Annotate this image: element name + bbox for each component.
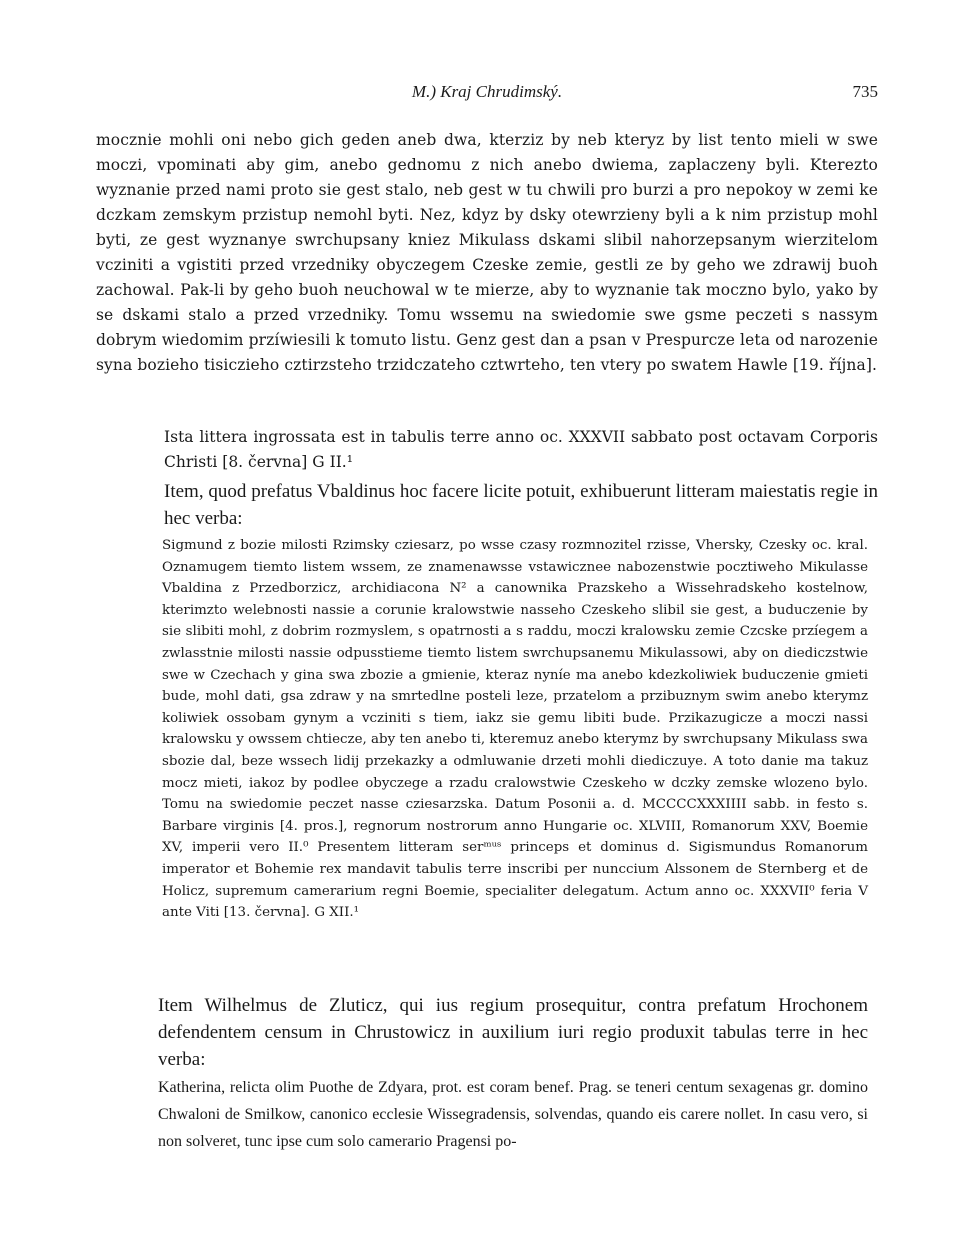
paragraph-text: Sigmund z bozie milosti Rzimsky cziesarz, po wsse czasy rozmnozitel rzisse, Vhersky, Czesky oc. kral. Oznamugem tiemto listem wssem, ze znamenawsse vstawicznee nabozenstwie pocztiweho Mikulasse Vbaldina z Przedborzicz, archidiacona N² a canownika Prazskeho a Wissehradskeho kostelnow, kterimzto welebnosti nassie a corunie kralowstwie nasseho Czeskeho slibil sie gest, a buduczenie by sie slibiti mohl, z dobrim rozmyslem, s opatrnosti a s raddu, moczi kralowsku zemie Czcske przíegem a zwlasstnie milosti nassie odpusstieme tiemto listem swrchupsanemu Mikulassowi, aby on diediczstwie swe w Czechach y gina swa zbozie a gmienie, kteraz nyníe ma anebo kdezkoliwiek buduczenie gmieti bude, mohl dati, gsa zdraw y na smrtedlne posteli leze, przatelom a przibuznym swim anebo kterymz koliwiek ossobam gynym a vcziniti s tiem, iakz sie gemu libiti bude. Przikazugicze a moczi nassi kralowsku y owssem chtiecze, aby ten anebo ti, kteremuz anebo kterymz by swrchupsany Mikulass swa sbozie dal, beze wssech lidij przekazky a odmluwanie drzeti mohli diediczuye. A toto danie ma takuz mocz mieti, iakoz by podlee obyczege a rzadu cralowstwie Czeskeho w dczky zemske wlozeno bylo. Tomu na swiedomie peczet nasse cziesarzska. Datum Posonii a. d. MCCCCXXXIIII sabb. in festo s. Barbare virginis [4. pros.], regnorum nostrorum anno Hungarie oc. XLVIII, Romanorum XXV, Boemie XV, imperii vero II.⁰ Presentem litteram serᵐᵘˢ princeps et dominus d. Sigismundus Romanorum imperator et Bohemie rex mandavit tabulis terre inscribi per nunccium Alssonem de Sternberg et de Holicz, supremum camerarium regni Boemie, specialiter delegatum. Actum anno oc. XXXVII⁰ feria V ante Viti [13. června]. G XII.¹: [162, 538, 868, 921]
paragraph-text: mocznie mohli oni nebo gich geden aneb dwa, kterziz by neb kteryz by list tento mieli w swe moczi, vpominati aby gim, anebo gednomu z nich anebo dwiema, zaplaczeny byli. Kterezto wyznanie przed nami proto sie gest stalo, neb gest w tu chwili pro burzi a pro nepokoy w zemi ke dczkam zemskym przistup nemohl byti. Nez, kdyz by dsky otewrzieny byli a k nim przistup mohl byti, ze gest wyznanye swrchupsany kniez Mikulass dskami slibil nahorzepsanym wierzitelom vcziniti a vgistiti przed vrzedniky obyczegem Czeske zemie, gestli ze by geho we zdrawij buoh zachowal. Pak-li by geho buoh neuchowal w te mierze, aby to wyznanie tak moczno bylo, yako by se dskami stalo a przed vrzedniky. Tomu wssemu na swiedomie swe gsme peczeti s nassym dobrym wiedomim przíwiesili k tomuto listu. Genz gest dan a psan v Prespurcze leta od narozenie syna bozieho tisiczieho cztirzsteho trzidczateho cztwrteho, ten vtery po swatem Hawle [19. října].: [96, 131, 878, 374]
page-header: [96, 82, 878, 110]
paragraph-continuation: [96, 128, 878, 378]
paragraph-text: Ista littera ingrossata est in tabulis terre anno oc. XXXVII sabbato post octavam Corporis Christi [8. června] G II.¹: [164, 428, 878, 471]
paragraph-text: Item Wilhelmus de Zluticz, qui ius regium prosequitur, contra prefatum Hrochonem defendentem censum in Chrustowicz in auxilium iuri regio produxit tabulas terre in hec verba:: [158, 995, 868, 1070]
quoted-charter-sigmund: [162, 535, 868, 924]
paragraph-katherina: [96, 1074, 868, 1155]
paragraph-item-wilhelmus: [96, 992, 868, 1073]
paragraph-ingrossation-note: [96, 425, 878, 475]
page-number: 735: [852, 82, 878, 101]
paragraph-item-vbaldinus: [96, 478, 878, 532]
paragraph-text: Katherina, relicta olim Puothe de Zdyara, prot. est coram benef. Prag. se teneri centum sexagenas gr. domino Chwaloni de Smilkow, canonico ecclesie Wissegradensis, solvendas, quando eis carere nollet. In casu vero, si non solveret, tunc ipse cum solo camerario Pragensi po-: [158, 1079, 868, 1150]
running-title: M.) Kraj Chrudimský.: [411, 82, 563, 101]
paragraph-text: Item, quod prefatus Vbaldinus hoc facere licite potuit, exhibuerunt litteram maiestatis regie in hec verba:: [164, 481, 878, 529]
